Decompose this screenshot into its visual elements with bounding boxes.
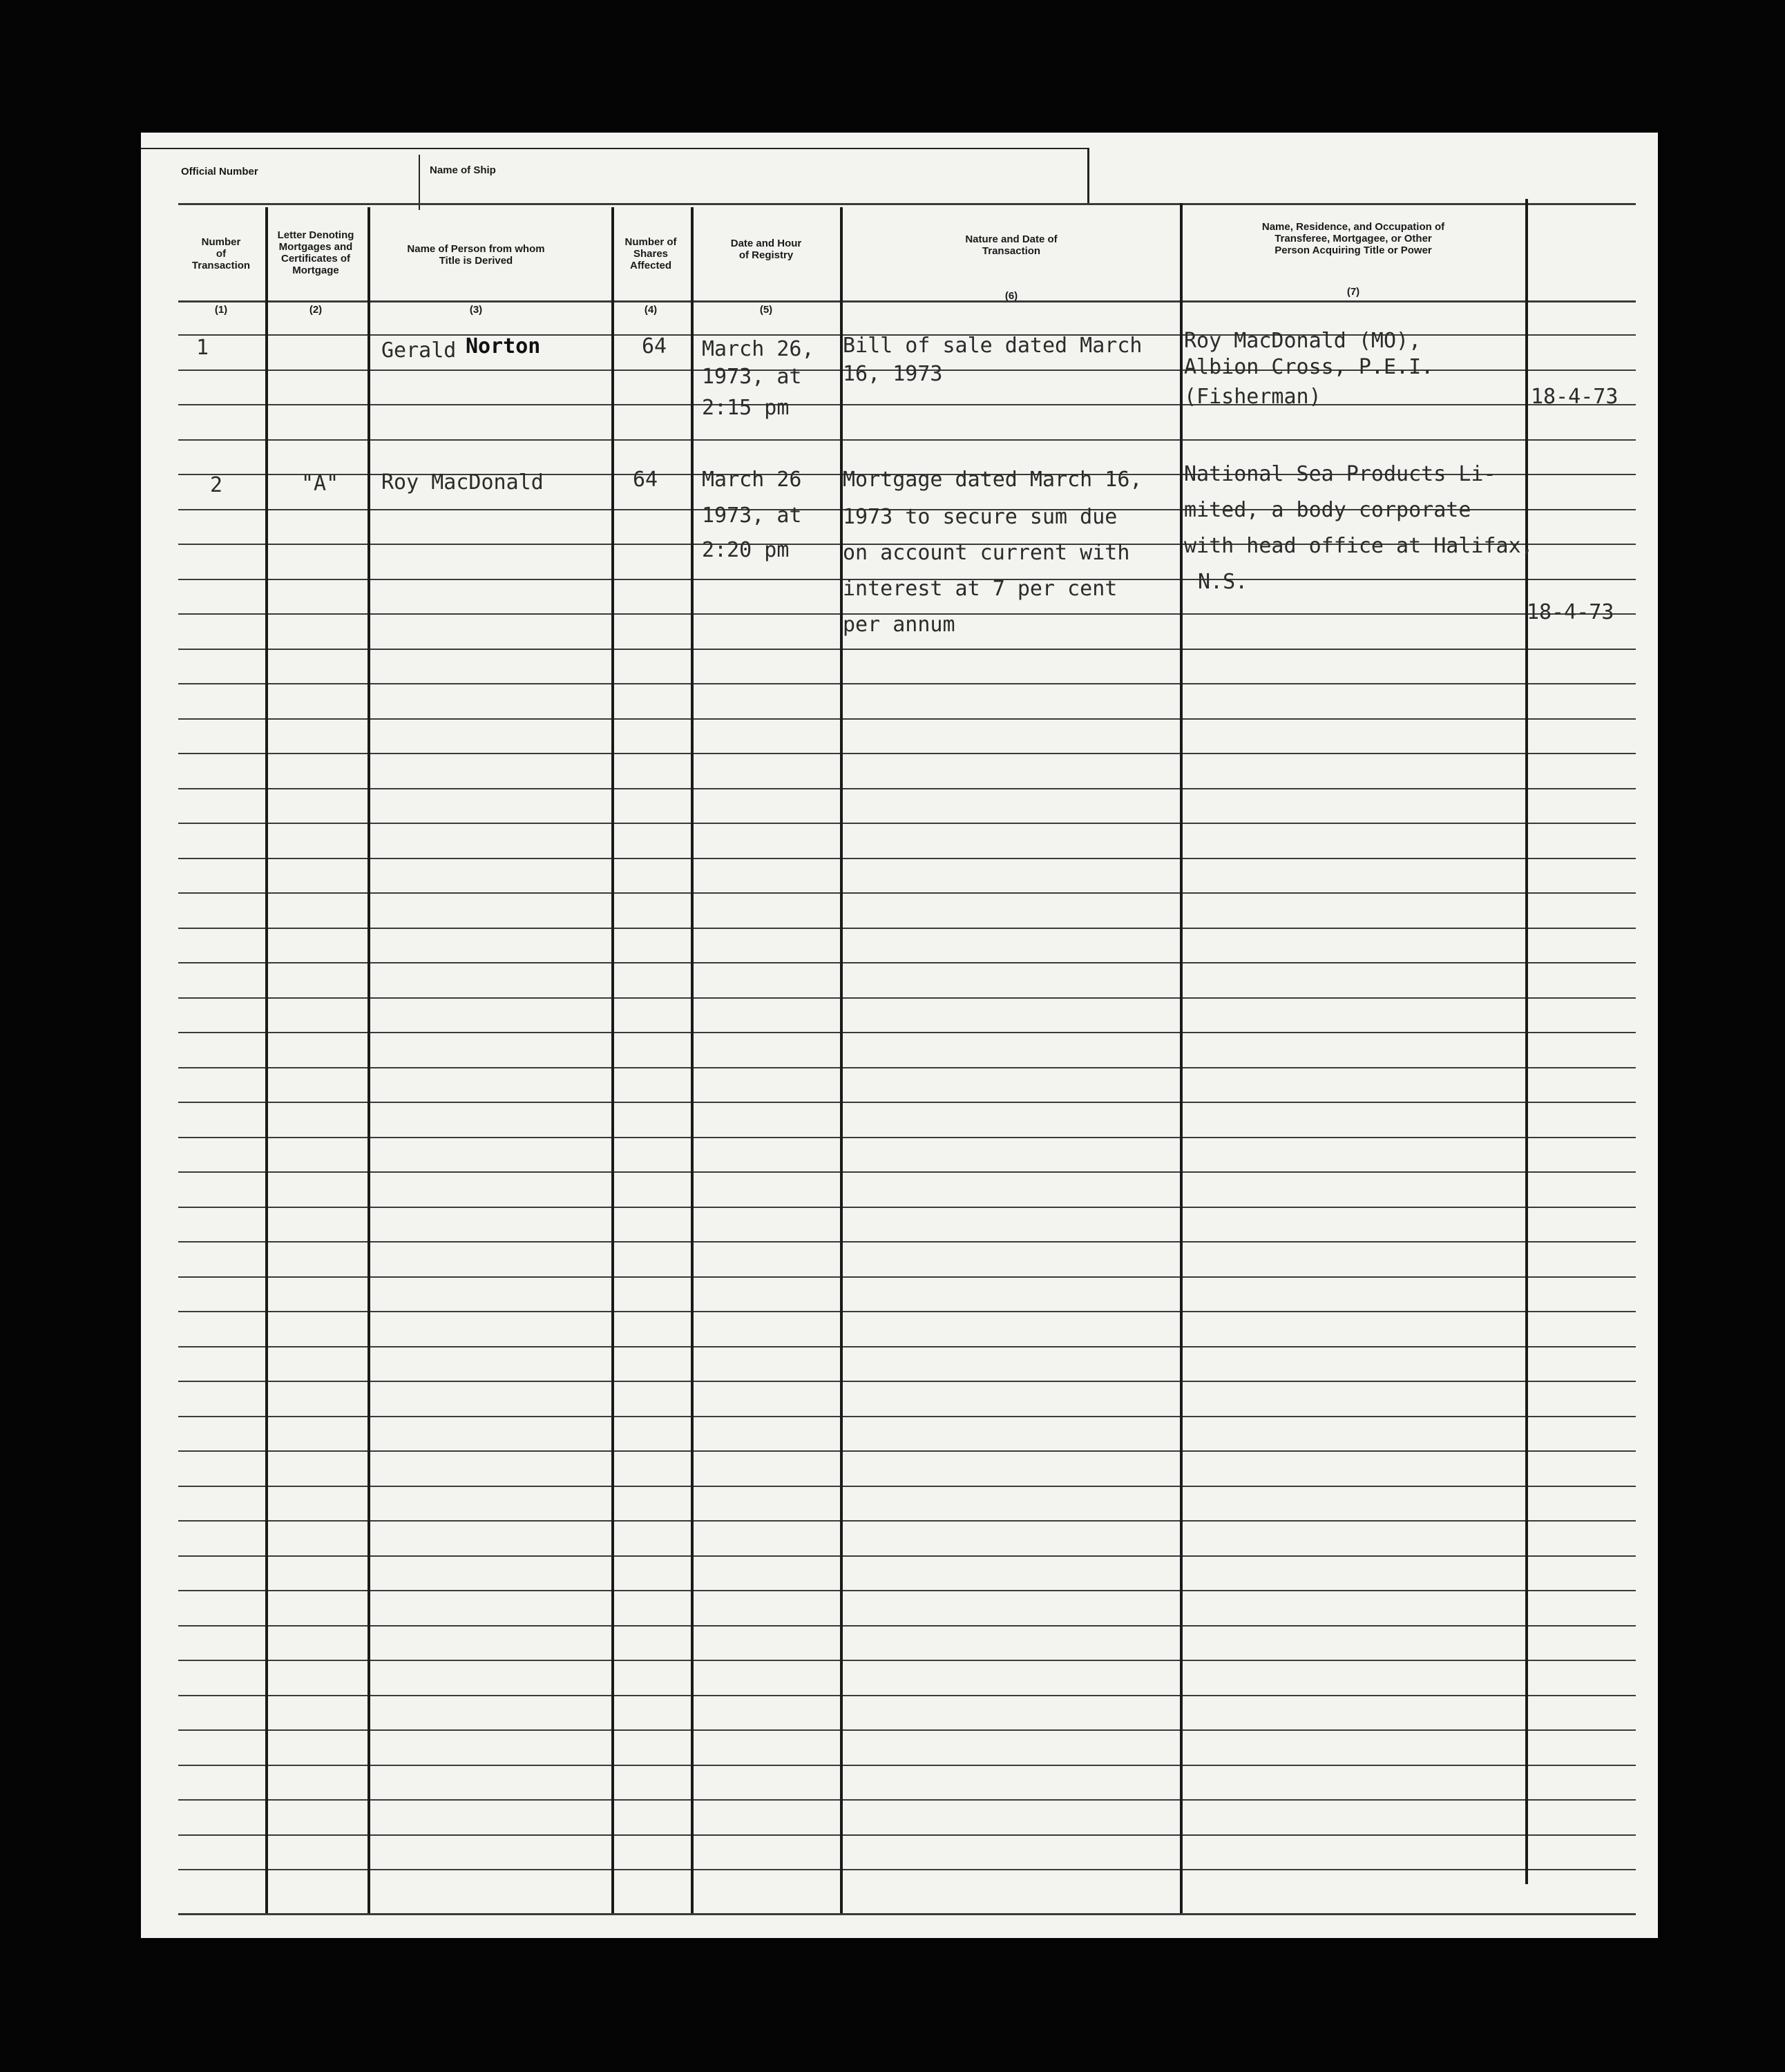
- ruled-line: [178, 649, 1636, 650]
- ruled-line: [178, 683, 1636, 684]
- ruled-line: [178, 928, 1636, 929]
- entry-2-nature-line-5: per annum: [843, 613, 955, 637]
- entry-1-nature-line-1: Bill of sale dated March: [843, 334, 1143, 358]
- ruled-line: [178, 1137, 1636, 1138]
- ruled-line: [178, 1799, 1636, 1801]
- top-box-divider: [419, 155, 420, 210]
- ruled-line: [178, 753, 1636, 754]
- col-divider-2: [368, 207, 370, 1913]
- name-of-ship-label: Name of Ship: [430, 164, 496, 176]
- entry-2-nature-line-1: Mortgage dated March 16,: [843, 468, 1143, 492]
- col-3-header: Name of Person from whom Title is Derived: [407, 243, 545, 267]
- ruled-line: [178, 1276, 1636, 1278]
- col-5-header: Date and Hour of Registry: [730, 238, 802, 261]
- entry-2-from-person: Roy MacDonald: [381, 470, 544, 495]
- ruled-line: [178, 1416, 1636, 1417]
- ruled-line: [178, 1555, 1636, 1557]
- ruled-line: [178, 1450, 1636, 1452]
- entry-2-acquirer-line-2: mited, a body corporate: [1184, 498, 1471, 522]
- col-1-number: (1): [214, 304, 228, 316]
- entry-2-acquirer-line-4: N.S.: [1198, 570, 1248, 594]
- col-divider-4: [691, 207, 694, 1913]
- col-3-number: (3): [469, 304, 483, 316]
- entry-2-acquirer-line-3: with head office at Halifax,: [1184, 534, 1534, 558]
- entry-1-acquirer-line-2: Albion Cross, P.E.I.: [1184, 355, 1434, 379]
- ruled-line: [178, 1625, 1636, 1627]
- ruled-line: [178, 1102, 1636, 1103]
- entry-1-date-line-1: March 26,: [702, 337, 814, 361]
- col-4-number: (4): [644, 304, 658, 316]
- ruled-line: [178, 1346, 1636, 1347]
- entry-2-date-line-3: 2:20 pm: [702, 538, 790, 562]
- col-7-header: Name, Residence, and Occupation of Transferee, Mortgagee, or Other Person Acquiring Title or Power: [1261, 221, 1445, 256]
- ruled-line: [178, 788, 1636, 789]
- ruled-line: [178, 1660, 1636, 1661]
- ruled-line: [178, 1520, 1636, 1522]
- col-1-header: Number of Transaction: [191, 236, 251, 271]
- col-divider-7: [1525, 199, 1528, 1884]
- official-number-label: Official Number: [181, 166, 258, 178]
- ruled-line: [178, 1486, 1636, 1487]
- entry-2-date-line-1: March 26: [702, 468, 802, 492]
- entry-1-date-line-3: 2:15 pm: [702, 396, 790, 420]
- col-2-header: Letter Denoting Mortgages and Certificates of Mortgage: [277, 229, 354, 276]
- col-2-number: (2): [309, 304, 323, 316]
- ruled-line: [178, 1241, 1636, 1243]
- ruled-line: [178, 892, 1636, 894]
- entry-1-transaction-number: 1: [196, 336, 209, 360]
- entry-1-shares: 64: [642, 334, 667, 358]
- ruled-line: [178, 1590, 1636, 1591]
- entry-1-acquirer-line-1: Roy MacDonald (MO),: [1184, 329, 1422, 353]
- entry-1-date-line-2: 1973, at: [702, 365, 802, 389]
- entry-2-nature-line-2: 1973 to secure sum due: [843, 505, 1118, 529]
- col-7-number: (7): [1346, 286, 1360, 298]
- entry-2-letter: "A": [301, 472, 339, 496]
- entry-2-nature-line-3: on account current with: [843, 541, 1130, 565]
- entry-2-nature-line-4: interest at 7 per cent: [843, 577, 1118, 601]
- entry-1-from-person-last: Norton: [466, 334, 541, 358]
- top-box: [141, 148, 1089, 204]
- entry-1-acquirer-line-3: (Fisherman): [1184, 385, 1321, 409]
- ruled-line: [178, 1729, 1636, 1731]
- col-6-number: (6): [1004, 290, 1018, 302]
- entry-2-shares: 64: [633, 468, 658, 492]
- ruled-line: [178, 1067, 1636, 1068]
- ruled-line: [178, 1171, 1636, 1173]
- ruled-line: [178, 997, 1636, 999]
- ruled-line: [178, 823, 1636, 824]
- col-4-header: Number of Shares Affected: [624, 236, 677, 271]
- header-top-rule: [178, 203, 1636, 205]
- ruled-line: [178, 1765, 1636, 1766]
- ruled-line: [178, 1695, 1636, 1696]
- entry-1-nature-line-2: 16, 1973: [843, 362, 943, 386]
- ruled-line: [178, 718, 1636, 720]
- col-5-number: (5): [759, 304, 773, 316]
- ruled-line: [178, 1207, 1636, 1208]
- bottom-rule: [178, 1913, 1636, 1915]
- col-divider-1: [265, 207, 268, 1913]
- ruled-line: [178, 1311, 1636, 1312]
- ruled-line: [178, 439, 1636, 441]
- entry-1-margin-date: 18-4-73: [1531, 385, 1619, 409]
- col-6-header: Nature and Date of Transaction: [965, 233, 1058, 257]
- ruled-line: [178, 858, 1636, 859]
- entry-2-margin-date: 18-4-73: [1527, 600, 1614, 624]
- register-page: [141, 133, 1658, 1938]
- ruled-line: [178, 1834, 1636, 1836]
- col-divider-6: [1180, 203, 1183, 1913]
- ruled-line: [178, 1869, 1636, 1870]
- entry-1-from-person-first: Gerald: [381, 338, 457, 363]
- entry-2-acquirer-line-1: National Sea Products Li-: [1184, 462, 1496, 486]
- ruled-line: [178, 1032, 1636, 1033]
- col-divider-5: [840, 207, 843, 1913]
- ruled-line: [178, 1381, 1636, 1382]
- entry-2-transaction-number: 2: [210, 473, 223, 497]
- entry-2-date-line-2: 1973, at: [702, 503, 802, 528]
- ruled-line: [178, 962, 1636, 963]
- col-divider-3: [611, 207, 614, 1913]
- ruled-line: [178, 404, 1636, 405]
